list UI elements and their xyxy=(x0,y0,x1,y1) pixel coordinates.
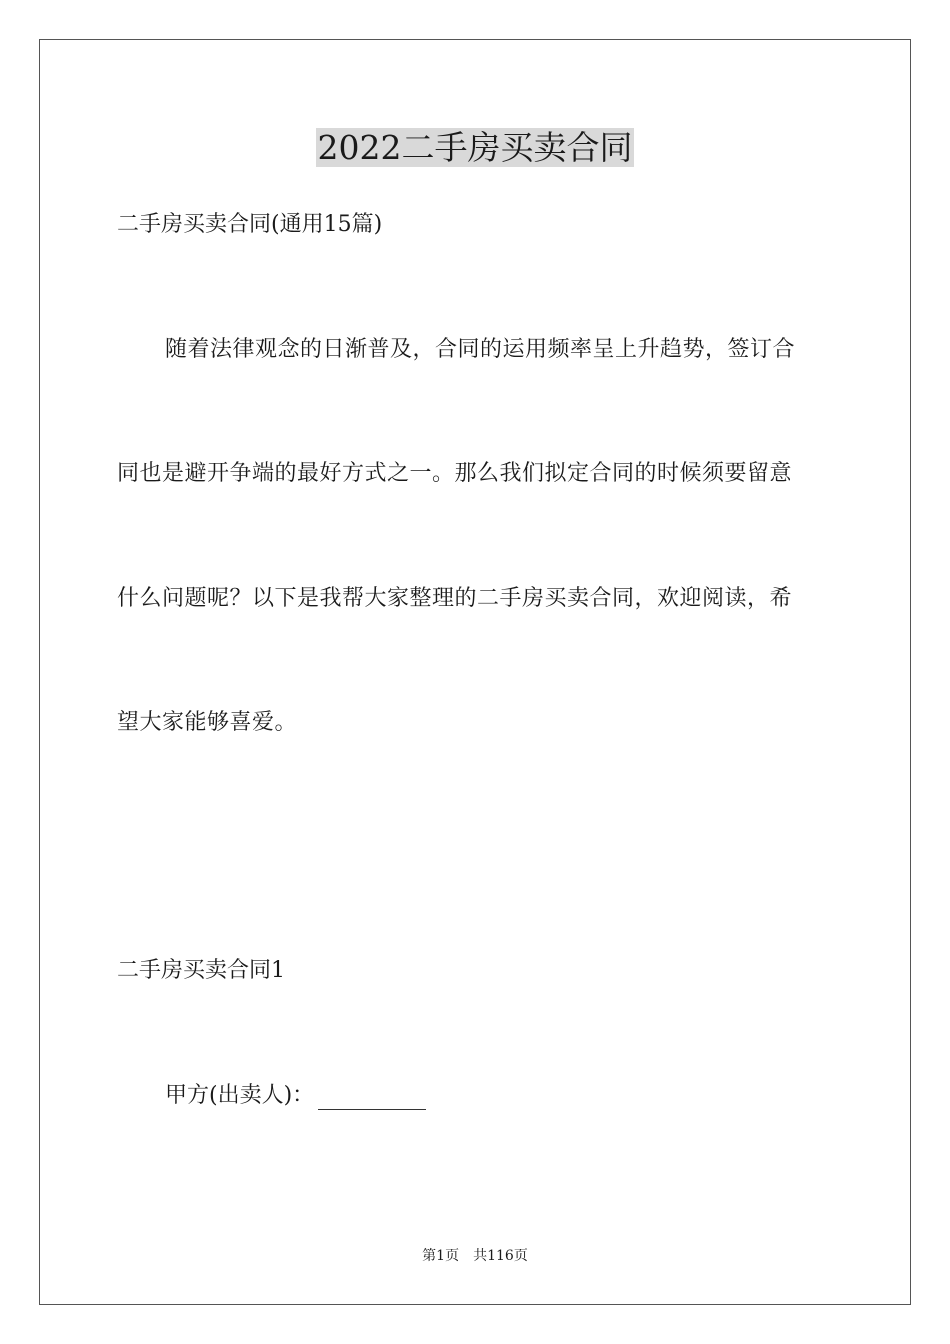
page-number: 第1页 xyxy=(422,1248,460,1264)
intro-line: 随着法律观念的日渐普及，合同的运用频率呈上升趋势，签订合 xyxy=(165,337,796,362)
intro-line: 什么问题呢？以下是我帮大家整理的二手房买卖合同，欢迎阅读，希 xyxy=(117,586,793,611)
section-heading: 二手房买卖合同1 xyxy=(117,958,285,983)
page-total: 共116页 xyxy=(473,1248,528,1264)
intro-line: 同也是避开争端的最好方式之一。那么我们拟定合同的时候须要留意 xyxy=(117,461,793,486)
page-footer xyxy=(0,1247,950,1265)
intro-line: 望大家能够喜爱。 xyxy=(117,710,298,735)
document-subtitle: 二手房买卖合同(通用15篇) xyxy=(117,212,383,237)
document-title-text: 2022二手房买卖合同 xyxy=(317,128,633,167)
party-a-blank xyxy=(318,1087,426,1110)
party-a-line xyxy=(165,1082,426,1110)
document-title xyxy=(0,128,950,168)
party-a-label: 甲方(出卖人)： xyxy=(165,1083,315,1108)
